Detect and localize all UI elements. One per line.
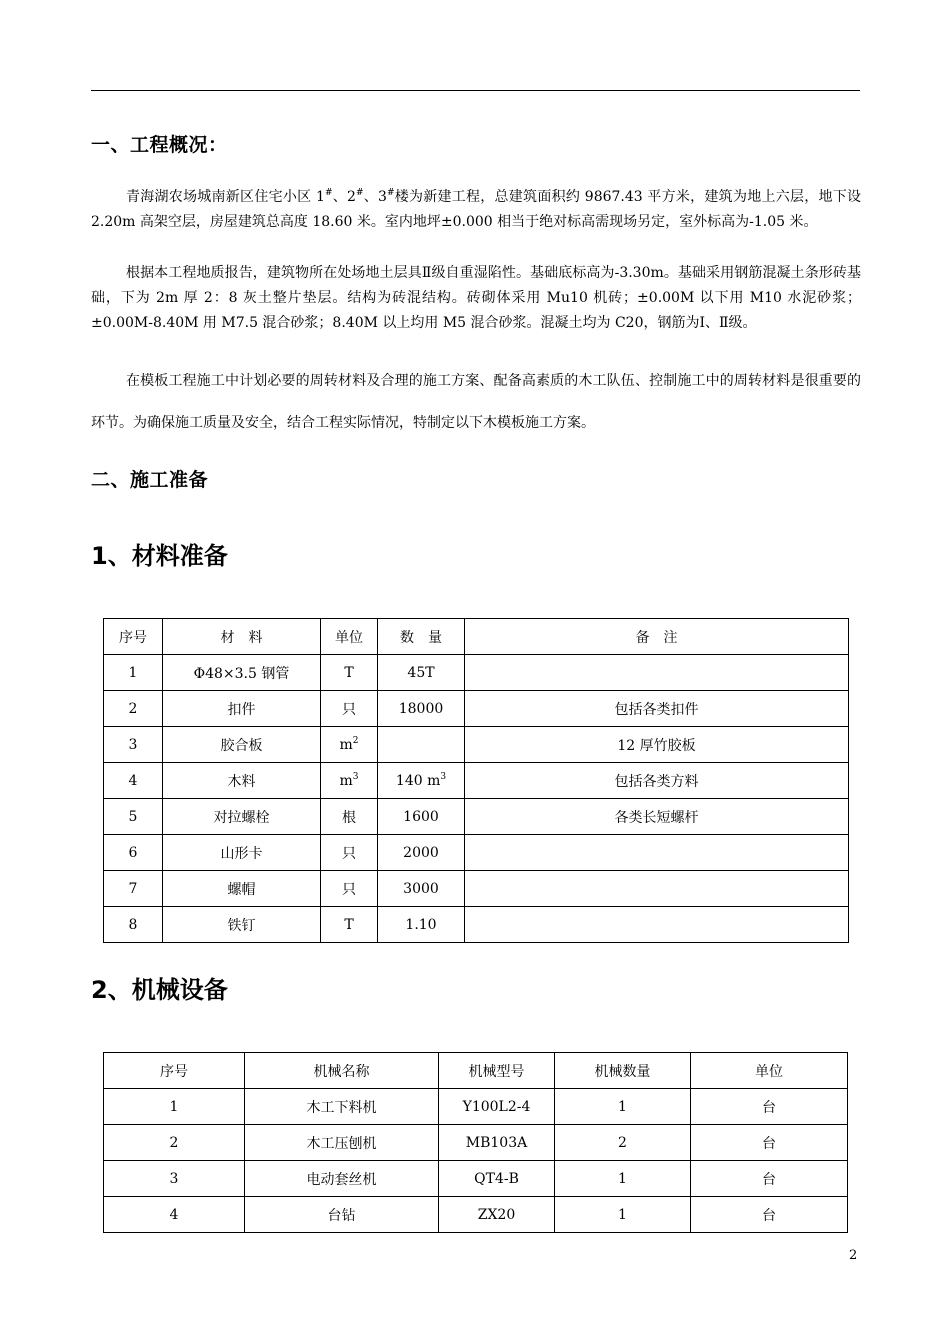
- table-row: [104, 871, 849, 907]
- table-row: [104, 727, 849, 763]
- material-qty: 18000: [378, 691, 465, 727]
- table-row: [104, 1125, 848, 1161]
- machine-model: QT4-B: [439, 1161, 555, 1197]
- material-name: 铁钉: [163, 907, 321, 943]
- header-cell: 机械型号: [439, 1053, 555, 1089]
- machine-name: 电动套丝机: [245, 1161, 439, 1197]
- material-unit: T: [321, 655, 378, 691]
- machinery-table: [103, 1052, 848, 1233]
- material-qty: 2000: [378, 835, 465, 871]
- table-row: [104, 655, 849, 691]
- header-cell: 备 注: [465, 619, 849, 655]
- table-row: [104, 835, 849, 871]
- material-note: 包括各类扣件: [465, 691, 849, 727]
- header-cell: 序号: [104, 619, 163, 655]
- header-rule: [91, 90, 860, 91]
- machine-unit: 台: [691, 1197, 848, 1233]
- machine-model: ZX20: [439, 1197, 555, 1233]
- row-no: 7: [104, 871, 163, 907]
- material-unit: $m^3$: [321, 763, 378, 799]
- material-name: 胶合板: [163, 727, 321, 763]
- material-note: [465, 907, 849, 943]
- row-no: 3: [104, 727, 163, 763]
- row-no: 5: [104, 799, 163, 835]
- row-no: 2: [104, 691, 163, 727]
- material-unit: T: [321, 907, 378, 943]
- material-name: 扣件: [163, 691, 321, 727]
- machine-unit: 台: [691, 1125, 848, 1161]
- material-qty: 1.10: [378, 907, 465, 943]
- table-row: [104, 691, 849, 727]
- material-unit: 只: [321, 835, 378, 871]
- material-note: 各类长短螺杆: [465, 799, 849, 835]
- row-no: 4: [104, 1197, 245, 1233]
- material-qty: 45T: [378, 655, 465, 691]
- table-row: [104, 907, 849, 943]
- material-unit: 只: [321, 691, 378, 727]
- row-no: 8: [104, 907, 163, 943]
- row-no: 6: [104, 835, 163, 871]
- table-row: [104, 763, 849, 799]
- material-name: 木料: [163, 763, 321, 799]
- header-cell: 单位: [691, 1053, 848, 1089]
- table-row: [104, 1161, 848, 1197]
- machine-name: 木工下料机: [245, 1089, 439, 1125]
- machine-count: 2: [555, 1125, 691, 1161]
- section-heading-preparation: 二、施工准备: [91, 469, 209, 491]
- header-cell: 机械名称: [245, 1053, 439, 1089]
- material-qty: 1600: [378, 799, 465, 835]
- machinery-header-row: [104, 1053, 848, 1089]
- material-name: Φ48×3.5 钢管: [163, 655, 321, 691]
- material-note: [465, 655, 849, 691]
- material-note: [465, 871, 849, 907]
- header-cell: 机械数量: [555, 1053, 691, 1089]
- material-name: 山形卡: [163, 835, 321, 871]
- materials-heading: 1、材料准备: [91, 542, 228, 570]
- material-unit: 只: [321, 871, 378, 907]
- overview-paragraph-3: 在模板工程施工中计划必要的周转材料及合理的施工方案、配备高素质的木工队伍、控制施工中的周转材料是很重要的环节。为确保施工质量及安全，结合工程实际情况，特制定以下木模板施工方案。: [91, 373, 861, 431]
- row-no: 1: [104, 1089, 245, 1125]
- material-note: 12 厚竹胶板: [465, 727, 849, 763]
- material-qty: [378, 727, 465, 763]
- material-qty: 140 $m^3$: [378, 763, 465, 799]
- header-cell: 材 料: [163, 619, 321, 655]
- material-unit: 根: [321, 799, 378, 835]
- material-note: 包括各类方料: [465, 763, 849, 799]
- machine-model: MB103A: [439, 1125, 555, 1161]
- row-no: 3: [104, 1161, 245, 1197]
- machine-name: 台钻: [245, 1197, 439, 1233]
- machine-unit: 台: [691, 1089, 848, 1125]
- table-row: [104, 1089, 848, 1125]
- overview-paragraph-1: 青海湖农场城南新区住宅小区 1#、2#、3#楼为新建工程，总建筑面积约 9867.43 平方米，建筑为地上六层，地下设 2.20m 高架空层，房屋建筑总高度 18.60 米。室内地坪±0.000 相当于绝对标高需现场另定，室外标高为-1.05 米。: [91, 188, 862, 230]
- section-heading-overview: 一、工程概况：: [91, 134, 228, 156]
- material-qty: 3000: [378, 871, 465, 907]
- table-row: [104, 1197, 848, 1233]
- materials-header-row: [104, 619, 849, 655]
- materials-table: [103, 618, 849, 943]
- material-unit: $m^2$: [321, 727, 378, 763]
- material-note: [465, 835, 849, 871]
- material-name: 对拉螺栓: [163, 799, 321, 835]
- header-cell: 数 量: [378, 619, 465, 655]
- header-cell: 单位: [321, 619, 378, 655]
- row-no: 2: [104, 1125, 245, 1161]
- row-no: 1: [104, 655, 163, 691]
- machine-count: 1: [555, 1161, 691, 1197]
- row-no: 4: [104, 763, 163, 799]
- machine-name: 木工压刨机: [245, 1125, 439, 1161]
- overview-paragraph-2: 根据本工程地质报告，建筑物所在处场地土层具Ⅱ级自重湿陷性。基础底标高为-3.30m。基础采用钢筋混凝土条形砖基础，下为 2m 厚 2：8 灰土整片垫层。结构为砖混结构。砖砌体采用 Mu10 机砖；±0.00M 以下用 M10 水泥砂浆；±0.00M-8.40M 用 M7.5 混合砂浆；8.40M 以上均用 M5 混合砂浆。混凝土均为 C20，钢筋为Ⅰ、Ⅱ级。: [91, 265, 861, 331]
- table-row: [104, 799, 849, 835]
- machine-model: Y100L2-4: [439, 1089, 555, 1125]
- machine-unit: 台: [691, 1161, 848, 1197]
- header-cell: 序号: [104, 1053, 245, 1089]
- machinery-heading: 2、机械设备: [91, 976, 228, 1004]
- machine-count: 1: [555, 1197, 691, 1233]
- material-name: 螺帽: [163, 871, 321, 907]
- page-number: 2: [849, 1248, 858, 1263]
- machine-count: 1: [555, 1089, 691, 1125]
